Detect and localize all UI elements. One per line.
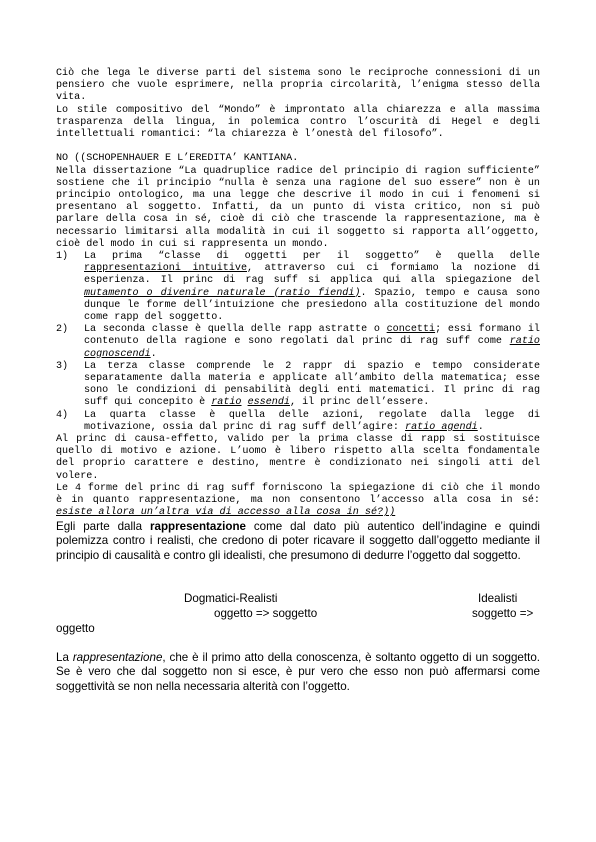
underlined-term: concetti	[386, 324, 436, 336]
typewriter-section	[56, 68, 540, 520]
paragraph-text: La	[56, 650, 73, 664]
underlined-term: ratio agendi	[405, 421, 478, 433]
list-number: 4)	[56, 409, 69, 421]
list-text: La terza classe comprende le 2 rappr di spazio e tempo considerate separatamente dalla materia e applicate all’ambito della matematica; esse sono le condizioni di pensabilità degli enti matematici. Il princ di rag suff qui concepito è	[84, 360, 540, 409]
underlined-question: esiste allora un’altra via di accesso alla cosa in sé?))	[56, 507, 396, 519]
blank-line	[56, 578, 540, 593]
comparison-formulas	[56, 607, 540, 622]
paragraph-representation	[56, 520, 540, 564]
list-item-4	[56, 410, 540, 434]
list-text: La quarta classe è quella delle azioni, regolate dalla legge di motivazione, ossia dal princ di rag suff dell’agire:	[84, 409, 540, 433]
comparison-wrap	[56, 622, 540, 637]
paragraph-causality: Al princ di causa-effetto, valido per la prima classe di rapp si sostituisce quello di motivo e azione. L’uomo è libero rispetto alla scelta fondamentale del proprio carattere e destino, mentre è condizionato nei singoli atti del volere.	[56, 434, 540, 482]
list-text: ; essi formano il contenuto della ragione e sono regolati dal princ di rag suff come	[84, 324, 540, 348]
list-text: , attraverso cui ci formiamo la nozione di esperienza. Il princ di rag suff si applica qui alla spiegazione del	[84, 263, 540, 287]
idealists-formula: soggetto =>	[472, 607, 534, 621]
section-heading: NO ((SCHOPENHAUER E L’EREDITA’ KANTIANA.	[56, 153, 299, 165]
bold-term: rappresentazione	[149, 519, 246, 533]
underlined-term: rappresentazioni intuitive	[84, 263, 247, 275]
list-item-1	[56, 251, 540, 324]
paragraph-text: come dal dato più autentico dell’indagine e quindi polemizza contro i realisti, che credono di poter ricavare il soggetto dall’oggetto mediante il principio di causalità e contro gli idealisti, che presumono di dedurre l’oggetto dal soggetto.	[56, 519, 540, 562]
comparison-titles	[56, 592, 540, 607]
list-text: , il princ dell’essere.	[289, 397, 430, 409]
list-text: .	[477, 421, 484, 433]
list-number: 1)	[56, 251, 69, 263]
underlined-term: ratio cognoscendi	[84, 336, 540, 360]
printed-section	[56, 520, 540, 695]
list-text: La seconda classe è quella delle rapp astratte o	[84, 324, 387, 336]
list-number: 2)	[56, 324, 69, 336]
paragraph-text: Egli parte dalla	[56, 519, 150, 533]
idealists-formula-continued: oggetto	[56, 621, 95, 635]
paragraph-text: , che è il primo atto della conoscenza, è soltanto oggetto di un soggetto. Se è vero che dal soggetto non si esce, è pur vero che esso non può affermarsi come soggettività se non nella necessaria alterità con l’oggetto.	[56, 650, 540, 694]
underlined-term: essendi	[247, 397, 290, 409]
realists-formula: oggetto => soggetto	[214, 607, 318, 621]
realists-title: Dogmatici-Realisti	[184, 592, 278, 606]
list-text: La prima “classe di oggetti per il soggetto” è quella delle	[84, 251, 540, 263]
blank-line	[56, 563, 540, 578]
list-item-2	[56, 324, 540, 361]
list-item-3	[56, 361, 540, 410]
paragraph-style: Lo stile compositivo del “Mondo” è improntato alla chiarezza e alla massima trasparenza della lingua, in polemica contro l’oscurità di Hegel e degli intellettuali romantici: “la chiarezza è l’onestà del filosofo”.	[56, 104, 540, 141]
blank-line	[56, 636, 540, 651]
blank-line	[56, 141, 540, 153]
paragraph-system-connections: Ciò che lega le diverse parti del sistema sono le reciproche connessioni di un pensiero che vuole esprimere, nella propria circolarità, l’enigma stesso della vita.	[56, 68, 540, 104]
paragraph-four-forms	[56, 483, 540, 520]
paragraph-subject-object	[56, 651, 540, 695]
list-text: . Spazio, tempo e causa sono dunque le forme dell’intuizione che presiedono alla costituzione del mondo come rapp del soggetto.	[84, 287, 540, 324]
underlined-term: mutamento o divenire naturale (ratio fiendi)	[84, 287, 361, 299]
list-number: 3)	[56, 360, 69, 372]
underlined-term: ratio	[211, 397, 242, 409]
paragraph-text: Le 4 forme del princ di rag suff forniscono la spiegazione di ciò che il mondo è in quanto rappresentazione, ma non consentono l’accesso alla cosa in sé:	[56, 482, 540, 507]
paragraph-dissertation: Nella dissertazione “La quadruplice radice del principio di ragion sufficiente” sostiene che il principio “nulla è senza una ragione del suo essere” non è un principio ontologico, ma una legge che descrive il modo in cui i fenomeni si presentano al soggetto. Infatti, da un punto di vista critico, non si può parlare della cosa in sé, cioè di ciò che trascende la rappresentazione, ma è necessario limitarsi alla modalità in cui il soggetto si rapporta all’oggetto, cioè del modo in cui si rappresenta un mondo.	[56, 165, 540, 250]
classes-list	[56, 251, 540, 434]
document-page	[56, 68, 540, 695]
italic-term: rappresentazione	[72, 650, 163, 664]
list-text: .	[150, 348, 157, 360]
idealists-title: Idealisti	[478, 592, 518, 606]
